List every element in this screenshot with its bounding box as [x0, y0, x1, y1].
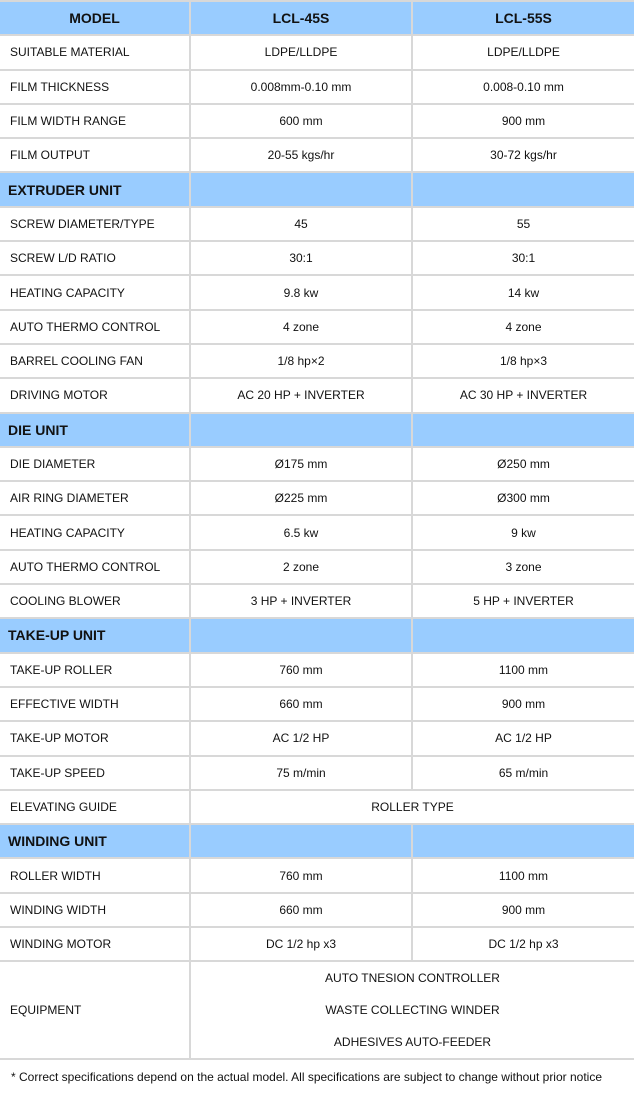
spec-value-lcl-45s: 660 mm: [191, 894, 411, 926]
spec-label: FILM WIDTH RANGE: [0, 105, 189, 137]
extruder-row: [0, 276, 634, 308]
spec-value-lcl-55s: 30-72 kgs/hr: [413, 139, 634, 171]
die-row: [0, 551, 634, 583]
section-spacer: [413, 825, 634, 857]
spec-value-lcl-55s: Ø250 mm: [413, 448, 634, 480]
die-row: [0, 516, 634, 548]
section-extruder-unit: [0, 173, 634, 205]
spec-label: FILM THICKNESS: [0, 71, 189, 103]
spec-value-lcl-45s: 600 mm: [191, 105, 411, 137]
spec-value-lcl-45s: 9.8 kw: [191, 276, 411, 308]
section-title: WINDING UNIT: [0, 825, 189, 857]
extruder-row: [0, 345, 634, 377]
takeup-row: [0, 654, 634, 686]
spec-value-lcl-55s: 14 kw: [413, 276, 634, 308]
die-row: [0, 585, 634, 617]
equipment-list: [191, 962, 634, 1058]
equipment-item: WASTE COLLECTING WINDER: [325, 1003, 500, 1018]
spec-label: ROLLER WIDTH: [0, 859, 189, 891]
spec-label: SCREW DIAMETER/TYPE: [0, 208, 189, 240]
section-title: EXTRUDER UNIT: [0, 173, 189, 205]
spec-value-lcl-45s: 760 mm: [191, 859, 411, 891]
elevating-guide-row: [0, 791, 634, 823]
header-row: [0, 2, 634, 34]
spec-value-lcl-45s: AC 20 HP + INVERTER: [191, 379, 411, 411]
footnote: * Correct specifications depend on the actual model. All specifications are subject to change without prior notice: [11, 1070, 602, 1085]
spec-value-lcl-45s: LDPE/LLDPE: [191, 36, 411, 68]
spec-value-lcl-55s: Ø300 mm: [413, 482, 634, 514]
spec-value-lcl-55s: AC 1/2 HP: [413, 722, 634, 754]
extruder-row: [0, 379, 634, 411]
spec-value-lcl-45s: 0.008mm-0.10 mm: [191, 71, 411, 103]
spec-label: ELEVATING GUIDE: [0, 791, 189, 823]
spec-label: HEATING CAPACITY: [0, 276, 189, 308]
spec-label: AIR RING DIAMETER: [0, 482, 189, 514]
spec-value-lcl-45s: 45: [191, 208, 411, 240]
spec-value-lcl-45s: 20-55 kgs/hr: [191, 139, 411, 171]
header-model: MODEL: [0, 2, 189, 34]
die-row: [0, 448, 634, 480]
spec-label: TAKE-UP ROLLER: [0, 654, 189, 686]
section-winding-unit: [0, 825, 634, 857]
spec-label: DRIVING MOTOR: [0, 379, 189, 411]
spec-value-lcl-55s: 3 zone: [413, 551, 634, 583]
spec-label: DIE DIAMETER: [0, 448, 189, 480]
spec-label: TAKE-UP SPEED: [0, 757, 189, 789]
section-spacer: [191, 414, 411, 446]
spec-value-lcl-55s: AC 30 HP + INVERTER: [413, 379, 634, 411]
winding-row: [0, 894, 634, 926]
die-row: [0, 482, 634, 514]
spec-value-lcl-55s: 1/8 hp×3: [413, 345, 634, 377]
takeup-row: [0, 757, 634, 789]
spec-value-lcl-45s: 660 mm: [191, 688, 411, 720]
general-row: [0, 105, 634, 137]
spec-label: EFFECTIVE WIDTH: [0, 688, 189, 720]
spec-value-lcl-55s: 9 kw: [413, 516, 634, 548]
spec-value-lcl-45s: Ø175 mm: [191, 448, 411, 480]
spec-value-lcl-45s: Ø225 mm: [191, 482, 411, 514]
spec-table-body: [0, 2, 634, 1058]
spec-value-lcl-55s: LDPE/LLDPE: [413, 36, 634, 68]
spec-label: FILM OUTPUT: [0, 139, 189, 171]
spec-label: WINDING WIDTH: [0, 894, 189, 926]
winding-row: [0, 928, 634, 960]
spec-value-lcl-45s: 4 zone: [191, 311, 411, 343]
section-spacer: [191, 619, 411, 651]
takeup-row: [0, 722, 634, 754]
spec-value-lcl-45s: 2 zone: [191, 551, 411, 583]
spec-value-merged: ROLLER TYPE: [191, 791, 634, 823]
section-spacer: [413, 619, 634, 651]
spec-value-lcl-45s: 75 m/min: [191, 757, 411, 789]
spec-value-lcl-55s: 900 mm: [413, 688, 634, 720]
spec-value-lcl-55s: DC 1/2 hp x3: [413, 928, 634, 960]
spec-value-lcl-55s: 30:1: [413, 242, 634, 274]
spec-value-lcl-45s: DC 1/2 hp x3: [191, 928, 411, 960]
spec-value-lcl-45s: 3 HP + INVERTER: [191, 585, 411, 617]
spec-value-lcl-55s: 1100 mm: [413, 654, 634, 686]
equipment-row: [0, 962, 634, 1058]
extruder-row: [0, 311, 634, 343]
general-row: [0, 139, 634, 171]
equipment-item: ADHESIVES AUTO-FEEDER: [333, 1035, 492, 1050]
header-lcl-55s: LCL-55S: [413, 2, 634, 34]
spec-label: TAKE-UP MOTOR: [0, 722, 189, 754]
spec-value-lcl-45s: 30:1: [191, 242, 411, 274]
takeup-row: [0, 688, 634, 720]
section-spacer: [191, 825, 411, 857]
spec-value-lcl-45s: 760 mm: [191, 654, 411, 686]
section-die-unit: [0, 414, 634, 446]
spec-value-lcl-55s: 1100 mm: [413, 859, 634, 891]
spec-value-lcl-45s: AC 1/2 HP: [191, 722, 411, 754]
extruder-row: [0, 242, 634, 274]
spec-label: SCREW L/D RATIO: [0, 242, 189, 274]
spec-value-lcl-55s: 5 HP + INVERTER: [413, 585, 634, 617]
section-spacer: [191, 173, 411, 205]
general-row: [0, 36, 634, 68]
spec-value-lcl-55s: 55: [413, 208, 634, 240]
spec-value-lcl-55s: 0.008-0.10 mm: [413, 71, 634, 103]
spec-label: AUTO THERMO CONTROL: [0, 551, 189, 583]
spec-value-lcl-55s: 900 mm: [413, 105, 634, 137]
spec-label: BARREL COOLING FAN: [0, 345, 189, 377]
spec-label: HEATING CAPACITY: [0, 516, 189, 548]
spec-value-lcl-55s: 4 zone: [413, 311, 634, 343]
section-spacer: [413, 173, 634, 205]
equipment-item: AUTO TNESION CONTROLLER: [325, 971, 500, 986]
spec-label: WINDING MOTOR: [0, 928, 189, 960]
extruder-row: [0, 208, 634, 240]
section-take-up-unit: [0, 619, 634, 651]
spec-value-lcl-45s: 6.5 kw: [191, 516, 411, 548]
header-lcl-45s: LCL-45S: [191, 2, 411, 34]
spec-value-lcl-45s: 1/8 hp×2: [191, 345, 411, 377]
section-title: DIE UNIT: [0, 414, 189, 446]
spec-label: SUITABLE MATERIAL: [0, 36, 189, 68]
spec-value-lcl-55s: 65 m/min: [413, 757, 634, 789]
general-row: [0, 71, 634, 103]
spec-value-lcl-55s: 900 mm: [413, 894, 634, 926]
spec-label: COOLING BLOWER: [0, 585, 189, 617]
spec-label: EQUIPMENT: [0, 962, 189, 1058]
winding-row: [0, 859, 634, 891]
section-title: TAKE-UP UNIT: [0, 619, 189, 651]
section-spacer: [413, 414, 634, 446]
spec-label: AUTO THERMO CONTROL: [0, 311, 189, 343]
